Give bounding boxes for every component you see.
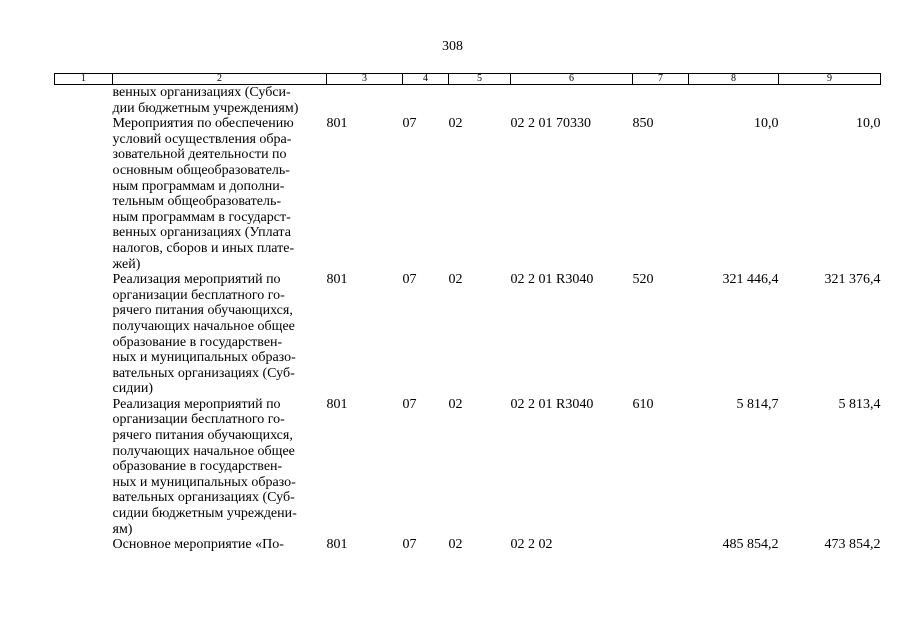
cell-subsection: 02 [448, 537, 463, 553]
cell-amount-1: 321 446,4 [722, 272, 779, 288]
cell-expense-type: 850 [632, 116, 654, 132]
table-row [55, 85, 881, 117]
cell-col-1 [55, 397, 113, 537]
cell-subsection [449, 85, 511, 117]
column-header: 8 [689, 74, 779, 85]
cell-section: 07 [402, 537, 417, 553]
cell-subsection: 02 [448, 116, 463, 132]
column-header: 3 [327, 74, 403, 85]
column-header: 9 [779, 74, 881, 85]
cell-amount-2: 5 813,4 [838, 396, 881, 412]
cell-expense-type: 520 [632, 272, 654, 288]
cell-description: Мероприятия по обеспечению условий осуществления обра- зовательной деятельности по основным общеобразователь- ным программам и дополни- тельным общеобразователь- ным программам в государст- венных организациях (Уплата налогов, сборов и иных плате- жей) [112, 116, 295, 272]
column-header: 4 [403, 74, 449, 85]
cell-amount-2 [779, 85, 881, 117]
table-row [55, 116, 881, 272]
cell-ministry-code: 801 [326, 396, 348, 412]
cell-subsection: 02 [448, 396, 463, 412]
column-header: 5 [449, 74, 511, 85]
cell-ministry-code: 801 [326, 116, 348, 132]
cell-section: 07 [402, 396, 417, 412]
column-header: 1 [55, 74, 113, 85]
cell-ministry-code: 801 [326, 537, 348, 553]
table-row [55, 537, 881, 553]
cell-section [403, 85, 449, 117]
table-row [55, 272, 881, 397]
cell-amount-2: 473 854,2 [824, 537, 881, 553]
cell-ministry-code: 801 [326, 272, 348, 288]
cell-target-article: 02 2 01 R3040 [510, 396, 594, 412]
cell-amount-2: 321 376,4 [824, 272, 881, 288]
budget-table [54, 73, 881, 553]
column-number-row [55, 74, 881, 85]
cell-amount-1 [689, 85, 779, 117]
cell-target-article: 02 2 01 70330 [510, 116, 591, 132]
cell-description: Реализация мероприятий по организации бесплатного го- рячего питания обучающихся, получающих начальное общее образование в государствен- ных и муниципальных образо- вательных организациях (Суб- сидии бюджетным учреждени- ям) [112, 396, 297, 537]
cell-amount-2: 10,0 [856, 116, 881, 132]
cell-target-article [511, 85, 633, 117]
page-number: 308 [442, 39, 463, 54]
cell-ministry-code [327, 85, 403, 117]
table-body [55, 85, 881, 553]
column-header: 6 [511, 74, 633, 85]
cell-expense-type: 610 [632, 396, 654, 412]
cell-amount-1: 5 814,7 [736, 396, 779, 412]
cell-description: венных организациях (Субси- дии бюджетным учреждениям) [112, 85, 299, 116]
cell-description: Реализация мероприятий по организации бесплатного го- рячего питания обучающихся, получающих начальное общее образование в государствен- ных и муниципальных образо- вательных организациях (Суб- сидии) [112, 272, 296, 397]
cell-target-article: 02 2 02 [510, 537, 553, 553]
cell-section: 07 [402, 272, 417, 288]
cell-description: Основное мероприятие «По- [112, 537, 284, 553]
cell-amount-1: 10,0 [754, 116, 779, 132]
cell-expense-type [633, 537, 689, 553]
cell-expense-type [633, 85, 689, 117]
cell-subsection: 02 [448, 272, 463, 288]
cell-amount-1: 485 854,2 [722, 537, 779, 553]
cell-col-1 [55, 537, 113, 553]
cell-col-1 [55, 85, 113, 117]
cell-target-article: 02 2 01 R3040 [510, 272, 594, 288]
cell-section: 07 [402, 116, 417, 132]
column-header: 2 [113, 74, 327, 85]
cell-col-1 [55, 116, 113, 272]
column-header: 7 [633, 74, 689, 85]
cell-col-1 [55, 272, 113, 397]
table-row [55, 397, 881, 537]
